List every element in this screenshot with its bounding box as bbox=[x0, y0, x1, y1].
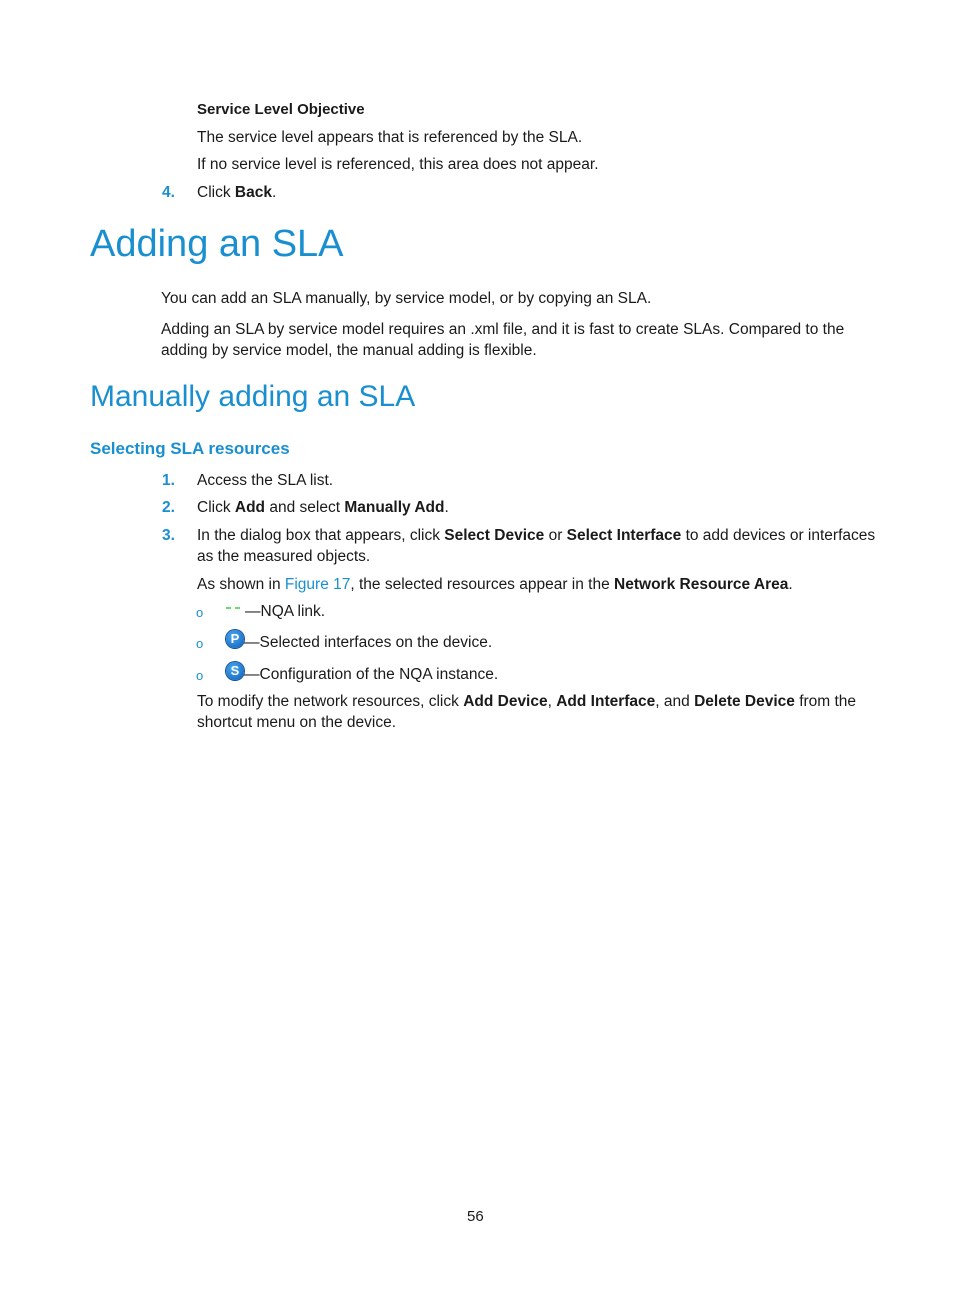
step-4-text: Click Back. bbox=[197, 184, 277, 201]
intro-paragraph-2-line-2: adding by service model, the manual adding is flexible. bbox=[161, 342, 537, 359]
bullet-nqa-configuration: S —Configuration of the NQA instance. bbox=[226, 666, 498, 684]
nqa-s-icon: S bbox=[226, 662, 244, 680]
page-number: 56 bbox=[467, 1208, 484, 1225]
modify-text-line-1: To modify the network resources, click Add Device, Add Interface, and Delete Device from the bbox=[197, 693, 857, 710]
slo-line-1: The service level appears that is referenced by the SLA. bbox=[197, 129, 583, 146]
figure-17-link[interactable]: Figure 17 bbox=[284, 576, 351, 593]
nqa-link-dash-icon bbox=[225, 604, 245, 612]
heading-adding-an-sla: Adding an SLA bbox=[90, 223, 344, 265]
bullet-marker: o bbox=[196, 668, 204, 683]
interface-p-icon: P bbox=[226, 630, 244, 648]
intro-paragraph-1: You can add an SLA manually, by service model, or by copying an SLA. bbox=[161, 290, 652, 307]
heading-manually-adding: Manually adding an SLA bbox=[90, 380, 416, 413]
step-2-text: Click Add and select Manually Add. bbox=[197, 499, 449, 516]
step-3-text-line-1: In the dialog box that appears, click Select Device or Select Interface to add devices or interfaces bbox=[197, 527, 876, 544]
step-4-number: 4. bbox=[162, 184, 175, 201]
step-1-text: Access the SLA list. bbox=[197, 472, 334, 489]
bullet-nqa-link: —NQA link. bbox=[225, 603, 325, 621]
intro-paragraph-2-line-1: Adding an SLA by service model requires an .xml file, and it is fast to create SLAs. Compared to the bbox=[161, 321, 845, 338]
bullet-selected-interfaces: P —Selected interfaces on the device. bbox=[226, 634, 492, 652]
bullet-marker: o bbox=[196, 605, 204, 620]
slo-line-2: If no service level is referenced, this area does not appear. bbox=[197, 156, 599, 173]
bullet-marker: o bbox=[196, 636, 204, 651]
modify-text-line-2: shortcut menu on the device. bbox=[197, 714, 397, 731]
step-1-number: 1. bbox=[162, 472, 175, 489]
heading-selecting-resources: Selecting SLA resources bbox=[90, 439, 290, 458]
step-3-number: 3. bbox=[162, 527, 175, 544]
step-2-number: 2. bbox=[162, 499, 175, 516]
step-3-text-line-2: as the measured objects. bbox=[197, 548, 371, 565]
slo-heading: Service Level Objective bbox=[197, 101, 365, 118]
figure-reference-sentence: As shown in Figure 17, the selected resources appear in the Network Resource Area. bbox=[197, 576, 793, 593]
